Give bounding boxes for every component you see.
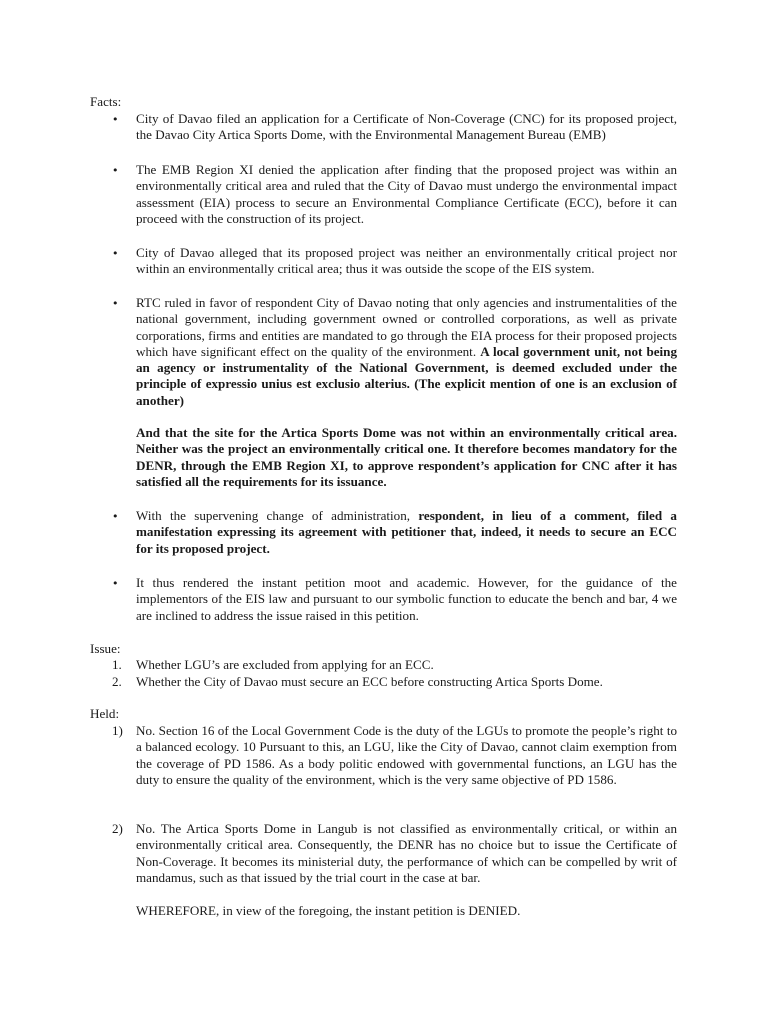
bullet-marker: • <box>112 577 119 590</box>
issue-number: 1. <box>112 657 122 672</box>
wherefore-statement: WHEREFORE, in view of the foregoing, the instant petition is DENIED. <box>136 903 521 918</box>
facts-paragraph-4 <box>136 295 677 409</box>
bullet-marker: • <box>112 510 119 523</box>
facts-heading: Facts: <box>90 94 122 109</box>
bullet-marker: • <box>112 297 119 310</box>
bullet-marker: • <box>112 113 119 126</box>
bullet-marker: • <box>112 164 119 177</box>
facts-paragraph-6 <box>136 508 677 557</box>
issue-item-2: Whether the City of Davao must secure an ECC before constructing Artica Sports Dome. <box>136 674 603 689</box>
rtc-ruling-text: RTC ruled in favor of respondent City of Davao noting that only agencies and instrumentalities of the national government, including government owned or controlled corporations, as well as private corporations, firms and entities are mandated to go through the EIA process for their proposed projects which have significant effect on the quality of the environment. <box>136 295 677 359</box>
held-item-1: No. Section 16 of the Local Government Code is the duty of the LGUs to promote the people’s right to a balanced ecology. 10 Pursuant to this, an LGU, like the City of Davao, cannot claim exemption from the coverage of PD 1586. As a body politic endowed with governmental functions, an LGU has the duty to ensure the quality of the environment, which is the very same objective of PD 1586. <box>136 723 677 787</box>
supervening-bold-text: respondent, in lieu of a comment, filed a manifestation expressing its agreement with petitioner that, indeed, it needs to secure an ECC for its proposed project. <box>136 508 677 556</box>
issue-heading: Issue: <box>90 641 121 656</box>
supervening-text: With the supervening change of administration, <box>136 508 419 523</box>
issue-item-1: Whether LGU’s are excluded from applying for an ECC. <box>136 657 434 672</box>
facts-paragraph-3: City of Davao alleged that its proposed project was neither an environmentally critical project nor within an environmentally critical area; thus it was outside the scope of the EIS system. <box>136 245 677 277</box>
facts-paragraph-1: City of Davao filed an application for a Certificate of Non-Coverage (CNC) for its proposed project, the Davao City Artica Sports Dome, with the Environmental Management Bureau (EMB) <box>136 111 677 143</box>
facts-paragraph-5: And that the site for the Artica Sports Dome was not within an environmentally critical area. Neither was the project an environmentally critical one. It therefore becomes mandatory for the DENR, through the EMB Region XI, to approve respondent’s application for CNC after it has satisfied all the requirements for its issuance. <box>136 425 677 489</box>
held-heading: Held: <box>90 706 120 721</box>
held-number: 1) <box>112 723 123 738</box>
facts-paragraph-7: It thus rendered the instant petition moot and academic. However, for the guidance of the implementors of the EIS law and pursuant to our symbolic function to educate the bench and bar, 4 we are inclined to address the issue raised in this petition. <box>136 575 677 623</box>
bullet-marker: • <box>112 247 119 260</box>
held-item-2: No. The Artica Sports Dome in Langub is not classified as environmentally critical, or within an environmentally critical area. Consequently, the DENR has no choice but to issue the Certificate of Non-Coverage. It becomes its ministerial duty, the performance of which can be compelled by writ of mandamus, such as that issued by the trial court in the case at bar. <box>136 821 677 885</box>
held-number: 2) <box>112 821 123 836</box>
rtc-ruling-bold-text: A local government unit, not being an agency or instrumentality of the National Government, is deemed excluded under the principle of expressio unius est exclusio alterius. (The explicit mention of one is an exclusion of another) <box>136 343 678 408</box>
facts-paragraph-2: The EMB Region XI denied the application after finding that the proposed project was within an environmentally critical area and ruled that the City of Davao must undergo the environmental impact assessment (EIA) process to secure an Environmental Compliance Certificate (ECC), before it can proceed with the construction of its project. <box>136 162 677 226</box>
issue-number: 2. <box>112 674 122 689</box>
